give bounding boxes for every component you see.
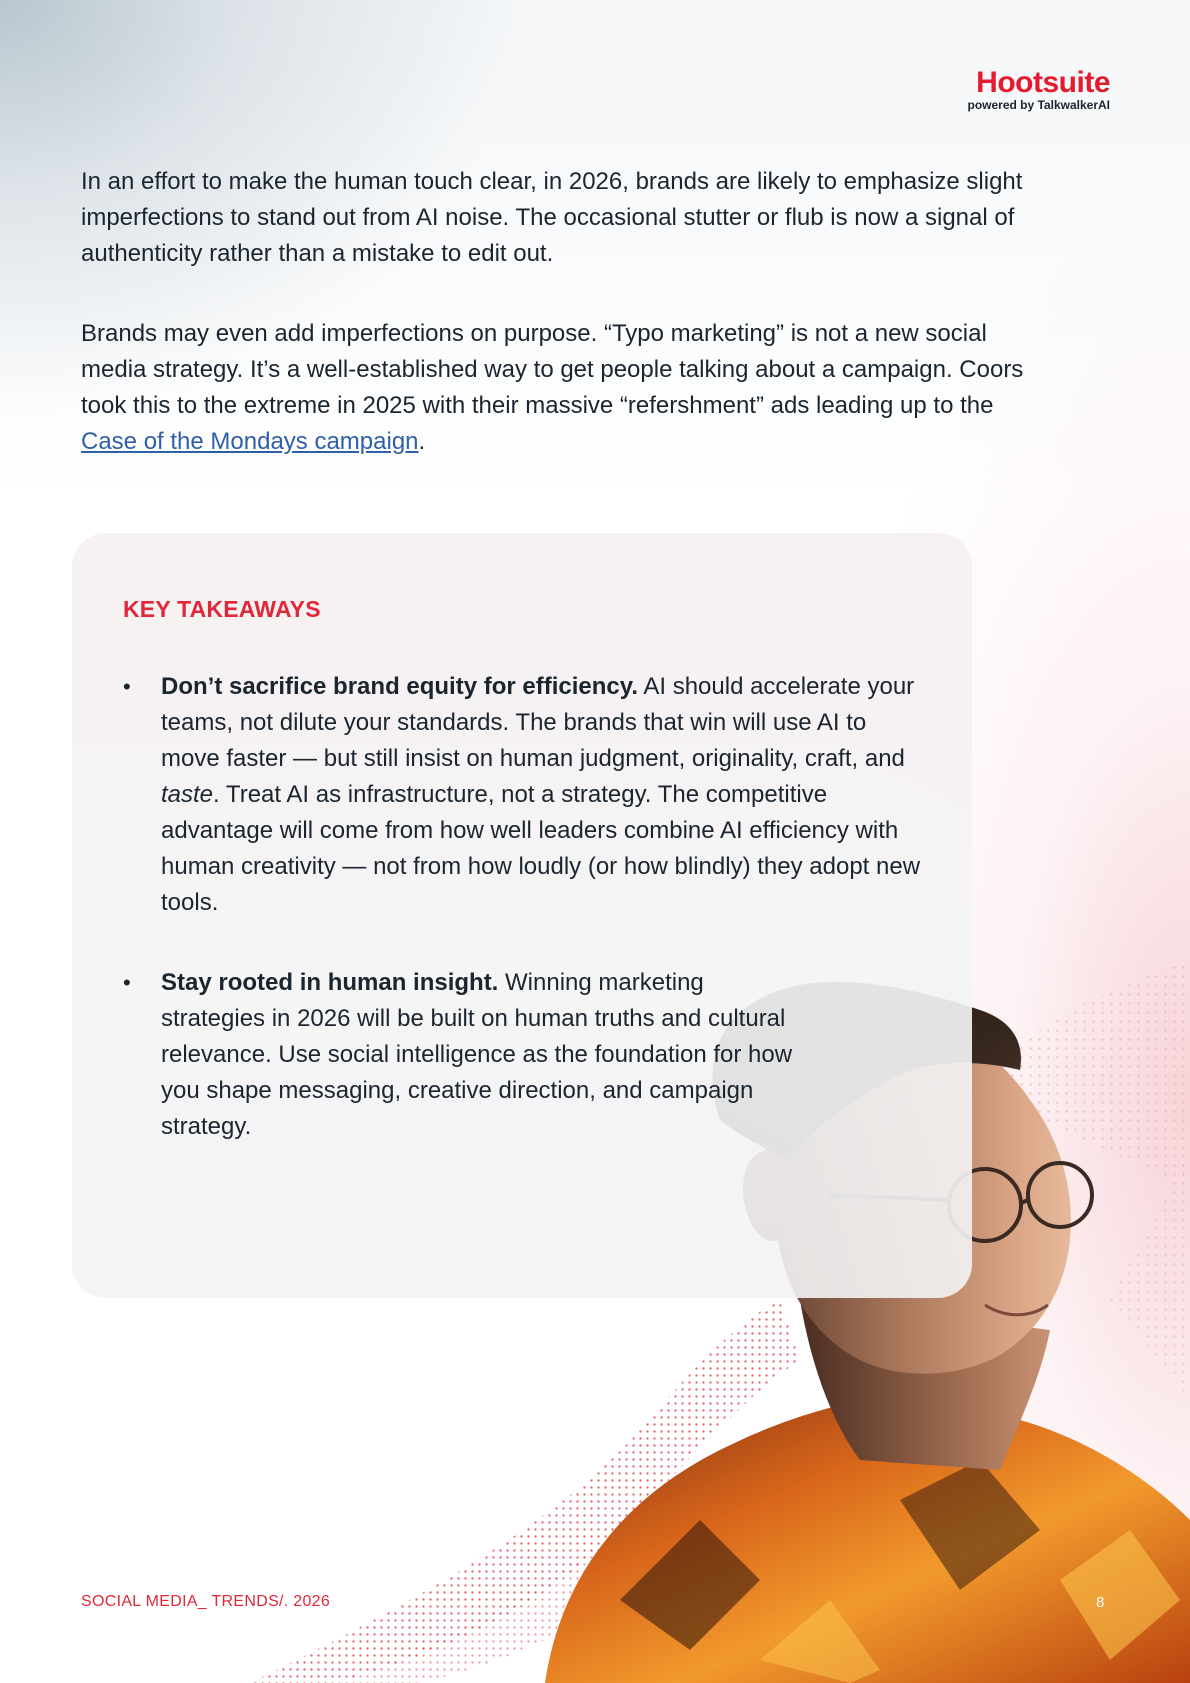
takeaway-body: AI should accelerate your teams, not dilute your standards. The brands that win will use AI to move faster — but still insist on human judgment, originality, craft, and [161, 673, 915, 772]
key-takeaways-list [123, 669, 921, 1189]
logo-tagline: powered by TalkwalkerAI [967, 98, 1110, 112]
intro-paragraph [81, 164, 1041, 272]
typo-marketing-text: Brands may even add imperfections on purpose. “Typo marketing” is not a new social media strategy. It’s a well-established way to get people talking about a campaign. Coors took this to the extreme in 2025 with their massive “refershment” ads leading up to the [81, 320, 1024, 419]
typo-marketing-end: . [418, 428, 426, 455]
takeaway-item [123, 669, 921, 921]
campaign-link[interactable]: Case of the Mondays campaign [81, 428, 419, 455]
takeaway-body: Winning marketing strategies in 2026 will be built on human truths and cultural relevance. Use social intelligence as the foundation for how you shape messaging, creative direction, and campaign strategy. [161, 969, 793, 1140]
typo-marketing-paragraph [81, 316, 1041, 460]
takeaway-body-end: . Treat AI as infrastructure, not a strategy. The competitive advantage will come from how well leaders combine AI efficiency with human creativity — not from how loudly (or how blindly) they adopt new tools. [161, 781, 921, 916]
takeaway-item [123, 965, 801, 1145]
bullet-icon: • [123, 970, 131, 995]
intro-paragraph-text: In an effort to make the human touch clear, in 2026, brands are likely to emphasize slight imperfections to stand out from AI noise. The occasional stutter or flub is now a signal of authenticity rather than a mistake to edit out. [81, 168, 1023, 267]
footer-label: SOCIAL MEDIA_ TRENDS/. 2026 [81, 1593, 331, 1610]
logo-wordmark: Hootsuite [976, 66, 1110, 99]
key-takeaways-title: KEY TAKEAWAYS [123, 596, 321, 622]
brand-logo [968, 68, 1111, 112]
page-number: 8 [1096, 1594, 1105, 1611]
takeaway-emphasis: taste [161, 781, 214, 808]
takeaway-heading: Don’t sacrifice brand equity for efficiency. [161, 673, 638, 700]
bullet-icon: • [123, 674, 131, 699]
takeaway-heading: Stay rooted in human insight. [161, 969, 499, 996]
